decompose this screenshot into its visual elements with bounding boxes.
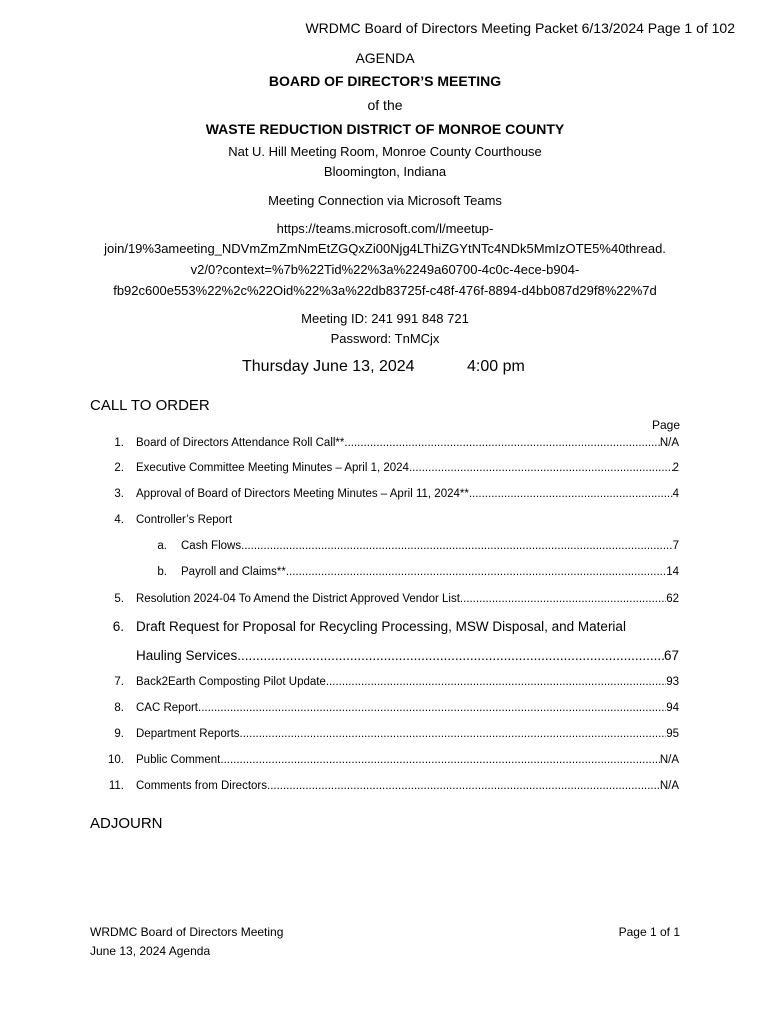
agenda-item-number: 7. (114, 676, 124, 688)
agenda-item (0, 488, 770, 504)
agenda-item (0, 728, 770, 744)
agenda-item-label: CAC Report (136, 702, 198, 714)
agenda-item-number: 9. (114, 728, 124, 740)
agenda-item (0, 514, 770, 530)
agenda-item-label: Resolution 2024-04 To Amend the District Approved Vendor List (136, 593, 460, 605)
of-the-label: of the (367, 97, 403, 113)
agenda-item-number: b. (157, 566, 167, 578)
agenda-item (0, 676, 770, 692)
agenda-item-label: Department Reports (136, 728, 240, 740)
agenda-item-number: 2. (114, 462, 124, 474)
dot-leader (469, 488, 673, 500)
agenda-item-page: 14 (666, 566, 679, 578)
teams-url-line-1[interactable]: https://teams.microsoft.com/l/meetup- (276, 221, 494, 236)
dot-leader (344, 437, 659, 449)
agenda-item (0, 566, 770, 582)
packet-page-stamp: WRDMC Board of Directors Meeting Packet 6/13/2024 Page 1 of 102 (305, 20, 735, 36)
agenda-item-label: Cash Flows (181, 540, 242, 552)
meeting-date: Thursday June 13, 2024 (242, 358, 415, 375)
agenda-item-page: N/A (659, 437, 679, 449)
agenda-item (0, 648, 770, 664)
agenda-item-label: Hauling Services (136, 648, 238, 663)
footer-left-line-1: WRDMC Board of Directors Meeting (90, 925, 284, 939)
teams-url-line-3[interactable]: v2/0?context=%7b%22Tid%22%3a%2249a60700-4c0c-4ece-b904- (190, 262, 580, 277)
agenda-item-number: 11. (108, 780, 124, 792)
agenda-item-number: 6. (112, 619, 124, 634)
agenda-item-number: 3. (114, 488, 124, 500)
agenda-item (0, 593, 770, 609)
teams-url-line-2[interactable]: join/19%3ameeting_NDVmZmZmNmEtZGQxZi00Njg4LThiZGYtNTc4NDk5MmIzOTE5%40thread. (104, 241, 666, 256)
page-column-label: Page (651, 418, 680, 432)
agenda-item-number: 5. (114, 593, 124, 605)
agenda-item-page: 93 (666, 676, 679, 688)
dot-leader (286, 566, 666, 578)
agenda-label: AGENDA (355, 50, 415, 66)
dot-leader (241, 540, 673, 552)
meeting-id: Meeting ID: 241 991 848 721 (301, 311, 469, 326)
agenda-item-page: N/A (659, 780, 679, 792)
connection-label: Meeting Connection via Microsoft Teams (268, 193, 502, 208)
dot-leader (460, 593, 666, 605)
agenda-item-number: 4. (114, 514, 124, 526)
meeting-room: Nat U. Hill Meeting Room, Monroe County Courthouse (228, 144, 542, 159)
agenda-item-page: 62 (666, 593, 679, 605)
dot-leader (220, 754, 659, 766)
agenda-item-label: Controller’s Report (136, 514, 233, 526)
teams-url-line-4[interactable]: fb92c600e553%22%2c%22Oid%22%3a%22db83725f-c48f-476f-8894-d4bb087d29f8%22%7d (113, 283, 657, 298)
organization-name: WASTE REDUCTION DISTRICT OF MONROE COUNTY (205, 121, 565, 137)
agenda-item-page: 94 (666, 702, 679, 714)
dot-leader (198, 702, 666, 714)
agenda-item-label: Back2Earth Composting Pilot Update (136, 676, 326, 688)
agenda-item-number: a. (157, 540, 167, 552)
agenda-item-page: 2 (672, 462, 679, 474)
agenda-item-label: Public Comment (136, 754, 221, 766)
dot-leader (267, 780, 660, 792)
agenda-item-label: Payroll and Claims** (181, 566, 286, 578)
meeting-time: 4:00 pm (467, 358, 525, 375)
dot-leader (240, 728, 667, 740)
agenda-item-label: Approval of Board of Directors Meeting Minutes – April 11, 2024** (136, 488, 469, 500)
agenda-item-page: 7 (672, 540, 679, 552)
meeting-city: Bloomington, Indiana (323, 164, 447, 179)
agenda-item-label: Executive Committee Meeting Minutes – April 1, 2024 (136, 462, 409, 474)
agenda-item (0, 754, 770, 770)
adjourn-heading: ADJOURN (90, 815, 163, 832)
agenda-item-number: 8. (114, 702, 124, 714)
agenda-item-number: 1. (114, 437, 124, 449)
footer-page-number: Page 1 of 1 (618, 925, 680, 939)
meeting-password: Password: TnMCjx (330, 331, 440, 346)
agenda-item (0, 437, 770, 453)
agenda-item-page: N/A (659, 754, 679, 766)
agenda-item-label: Draft Request for Proposal for Recycling Processing, MSW Disposal, and Material (136, 619, 626, 634)
footer-left-line-2: June 13, 2024 Agenda (90, 944, 211, 958)
agenda-item (0, 702, 770, 718)
dot-leader (326, 676, 666, 688)
agenda-item-page: 67 (663, 648, 679, 663)
dot-leader (237, 648, 664, 663)
agenda-item (0, 780, 770, 796)
agenda-item-label: Board of Directors Attendance Roll Call** (136, 437, 345, 449)
agenda-item (0, 619, 770, 635)
agenda-item (0, 540, 770, 556)
dot-leader (409, 462, 673, 474)
agenda-item-page: 4 (672, 488, 679, 500)
meeting-title: BOARD OF DIRECTOR’S MEETING (268, 73, 502, 89)
agenda-item-number: 10. (108, 754, 124, 766)
agenda-item-page: 95 (666, 728, 679, 740)
agenda-item (0, 462, 770, 478)
agenda-item-label: Comments from Directors (136, 780, 267, 792)
call-to-order-heading: CALL TO ORDER (90, 397, 210, 414)
